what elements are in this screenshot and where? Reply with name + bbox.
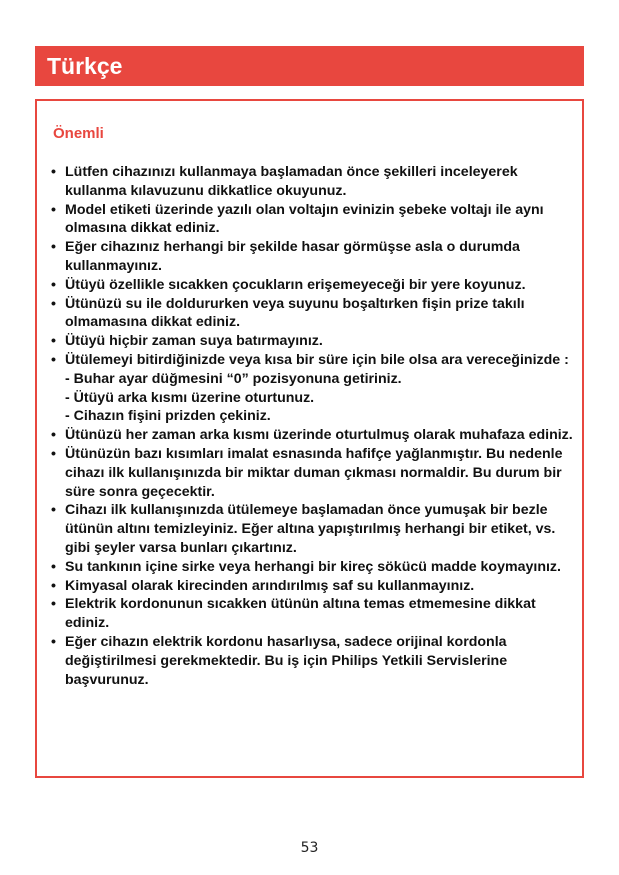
list-item: [51, 633, 576, 689]
section-title: Önemli: [53, 125, 104, 142]
bullet: •: [51, 502, 56, 519]
warning-list: [51, 163, 576, 689]
bullet: •: [51, 239, 56, 256]
language-title: Türkçe: [47, 53, 123, 79]
list-item: [51, 276, 576, 295]
list-item: [51, 577, 576, 596]
bullet: •: [51, 164, 56, 180]
list-item-text: Ütünüzü her zaman arka kısmı üzerinde oturtulmuş olarak muhafaza ediniz.: [65, 427, 573, 444]
list-item-text: Ütünüzü su ile doldururken veya suyunu boşaltırken fişin prize takılı olmamasına dikkat ediniz.: [65, 295, 525, 331]
list-item-text: Cihazı ilk kullanışınızda ütülemeye başlamadan önce yumuşak bir bezle ütünün altını temizleyiniz. Eğer altına yapıştırılmış herhangi bir etiket, vs. gibi şeyler varsa bunları çıkartınız.: [65, 502, 556, 556]
list-item-text: Su tankının içine sirke veya herhangi bir kireç sökücü madde koymayınız.: [65, 558, 561, 575]
list-item-text: Ütünüzün bazı kısımları imalat esnasında hafifçe yağlanmıştır. Bu nedenle cihazı ilk kullanışınızda bir miktar duman çıkması normaldir. Bu durum bir süre sonra geçecektir.: [65, 445, 563, 500]
list-item: [51, 163, 576, 201]
bullet: •: [51, 276, 56, 293]
bullet: •: [51, 333, 56, 350]
sub-item: - Ütüyü arka kısmı üzerine oturtunuz.: [65, 389, 315, 406]
list-item: [51, 201, 576, 239]
language-header-bar: [35, 46, 584, 86]
list-item: [51, 558, 576, 577]
bullet: •: [51, 351, 56, 368]
important-box: [35, 99, 584, 778]
bullet: •: [51, 427, 56, 444]
bullet: •: [51, 596, 56, 613]
list-item: [51, 445, 576, 501]
sub-item: - Cihazın fişini prizden çekiniz.: [65, 408, 271, 425]
list-item-text: Ütüyü özellikle sıcakken çocukların erişemeyeceği bir yere koyunuz.: [65, 276, 526, 293]
list-item-text: Eğer cihazın elektrik kordonu hasarlıysa, sadece orijinal kordonla değiştirilmesi gerekmektedir. Bu iş için Philips Yetkili Servislerine başvurunuz.: [65, 633, 508, 688]
list-item-text: Model etiketi üzerinde yazılı olan voltajın evinizin şebeke voltajı ile aynı olmasına dikkat ediniz.: [65, 201, 544, 237]
list-item-text: Elektrik kordonunun sıcakken ütünün altına temas etmemesine dikkat ediniz.: [65, 596, 536, 632]
list-item: [51, 238, 576, 276]
list-item: [51, 595, 576, 633]
sub-item: - Buhar ayar düğmesini “0” pozisyonuna getiriniz.: [65, 370, 402, 387]
bullet: •: [51, 445, 56, 462]
bullet: •: [51, 633, 56, 650]
list-item-text: Ütüyü hiçbir zaman suya batırmayınız.: [65, 333, 323, 350]
list-item-text: Ütülemeyi bitirdiğinizde veya kısa bir süre için bile olsa ara vereceğinizde :: [65, 351, 569, 368]
bullet: •: [51, 201, 56, 218]
bullet: •: [51, 577, 56, 594]
list-item-text: Kimyasal olarak kirecinden arındırılmış saf su kullanmayınız.: [65, 577, 475, 594]
list-item: [51, 351, 576, 426]
list-item: [51, 501, 576, 557]
list-item-text: Eğer cihazınız herhangi bir şekilde hasar görmüşse asla o durumda kullanmayınız.: [65, 239, 520, 274]
list-item: [51, 426, 576, 445]
list-item: [51, 332, 576, 351]
bullet: •: [51, 558, 56, 575]
bullet: •: [51, 295, 56, 312]
page-number: 53: [300, 840, 319, 856]
list-item: [51, 295, 576, 333]
list-item-text: Lütfen cihazınızı kullanmaya başlamadan önce şekilleri inceleyerek kullanma kılavuzunu dikkatlice okuyunuz.: [65, 164, 518, 199]
